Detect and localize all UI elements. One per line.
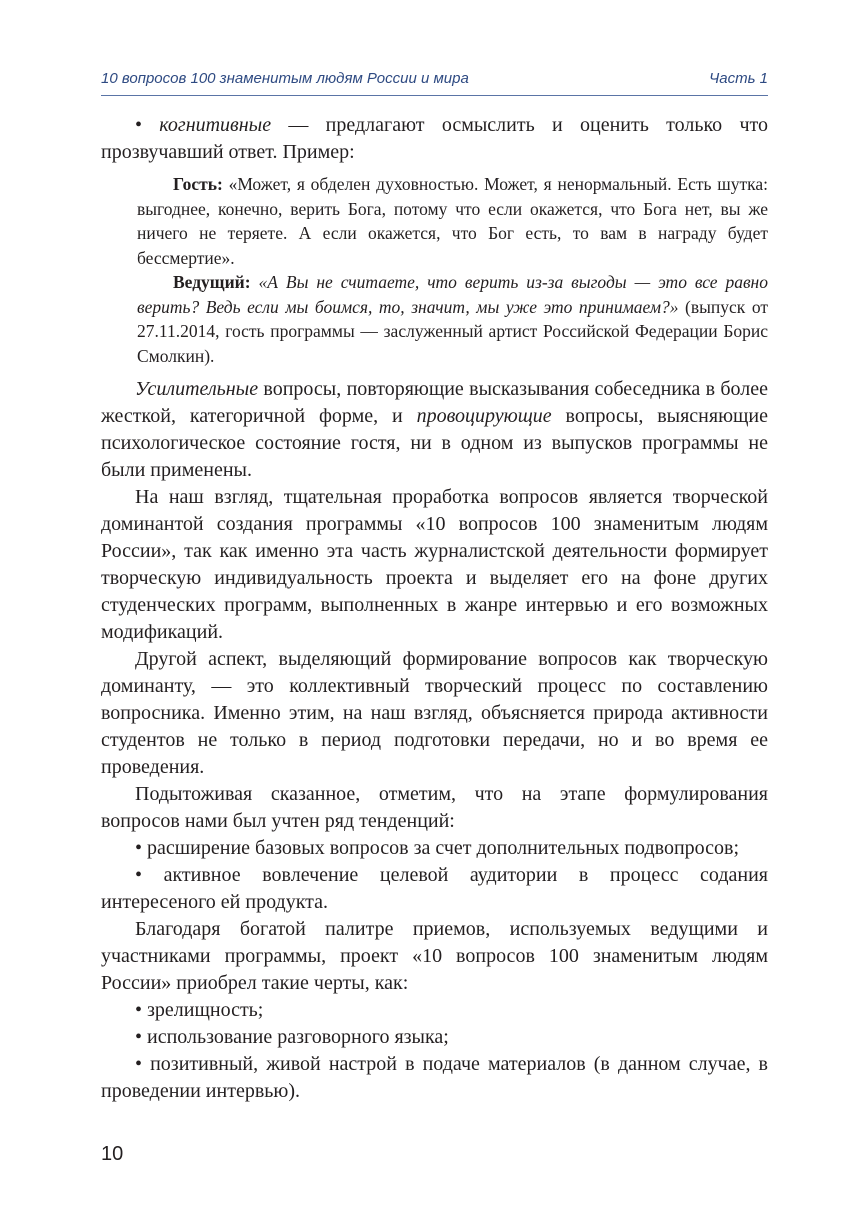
page-body (101, 112, 768, 1105)
page-number: 10 (101, 1143, 124, 1165)
list-item: • позитивный, живой настрой в подаче материалов (в данном случае, в проведении интервью). (101, 1053, 768, 1102)
running-header-part: Часть 1 (709, 70, 768, 87)
paragraph-collective: Другой аспект, выделяющий формирование вопросов как творческую доминанту, — это коллективный творческий процесс по составлению вопросника. Именно этим, на наш взгляд, объясняется природа активности студентов не только в период подготовки передачи, но и во время ее проведения. (101, 648, 768, 778)
paragraph-amplifying: Усилительные вопросы, повторяющие высказывания собеседника в более жесткой, категоричной форме, и провоцирующие вопросы, выясняющие психологическое состояние гостя, ни в одном из выпусков программы не были применены. (101, 378, 768, 481)
term-cognitive: когнитивные (159, 114, 272, 136)
list-item: • зрелищность; (135, 999, 264, 1021)
paragraph-features: Благодаря богатой палитре приемов, используемых ведущими и участниками программы, проект «10 вопросов 100 знаменитым людям России» приобрел такие черты, как: (101, 918, 768, 994)
interview-quote (137, 172, 768, 368)
quote-host: Ведущий: «А Вы не считаете, что верить из-за выгоды — это все равно верить? Ведь если мы боимся, то, значит, мы уже это принимаем?» (выпуск от 27.11.2014, гость программы — заслуженный артист Российской Федерации Борис Смолкин). (137, 272, 768, 366)
speaker-host: Ведущий: (173, 272, 251, 292)
list-item: • активное вовлечение целевой аудитории в процесс содания интересеного ей продукта. (101, 864, 768, 913)
list-item: • использование разговорного языка; (135, 1026, 449, 1048)
running-header (101, 70, 768, 87)
paragraph-dominant: На наш взгляд, тщательная проработка вопросов является творческой доминантой создания программы «10 вопросов 100 знаменитым людям России», так как именно эта часть журналистской деятельности формирует творческую индивидуальность проекта и выделяет его на фоне других студенческих программ, выполненных в жанре интервью и его возможных модификаций. (101, 486, 768, 643)
quote-guest: Гость: «Может, я обделен духовностью. Может, я ненормальный. Есть шутка: выгоднее, конечно, верить Бога, потому что если окажется, что Бога нет, вы же ничего не теряете. А если окажется, что Бог есть, то вам в награду будет бессмертие». (137, 174, 768, 268)
header-rule (101, 95, 768, 96)
paragraph-summary: Подытоживая сказанное, отметим, что на этапе формулирования вопросов нами был учтен ряд тенденций: (101, 783, 768, 832)
running-header-title: 10 вопросов 100 знаменитым людям России и мира (101, 70, 469, 87)
paragraph-cognitive: • когнитивные — предлагают осмыслить и оценить только что прозвучавший ответ. Пример: (101, 114, 768, 163)
speaker-guest: Гость: (173, 174, 223, 194)
list-item: • расширение базовых вопросов за счет дополнительных подвопросов; (135, 837, 740, 859)
